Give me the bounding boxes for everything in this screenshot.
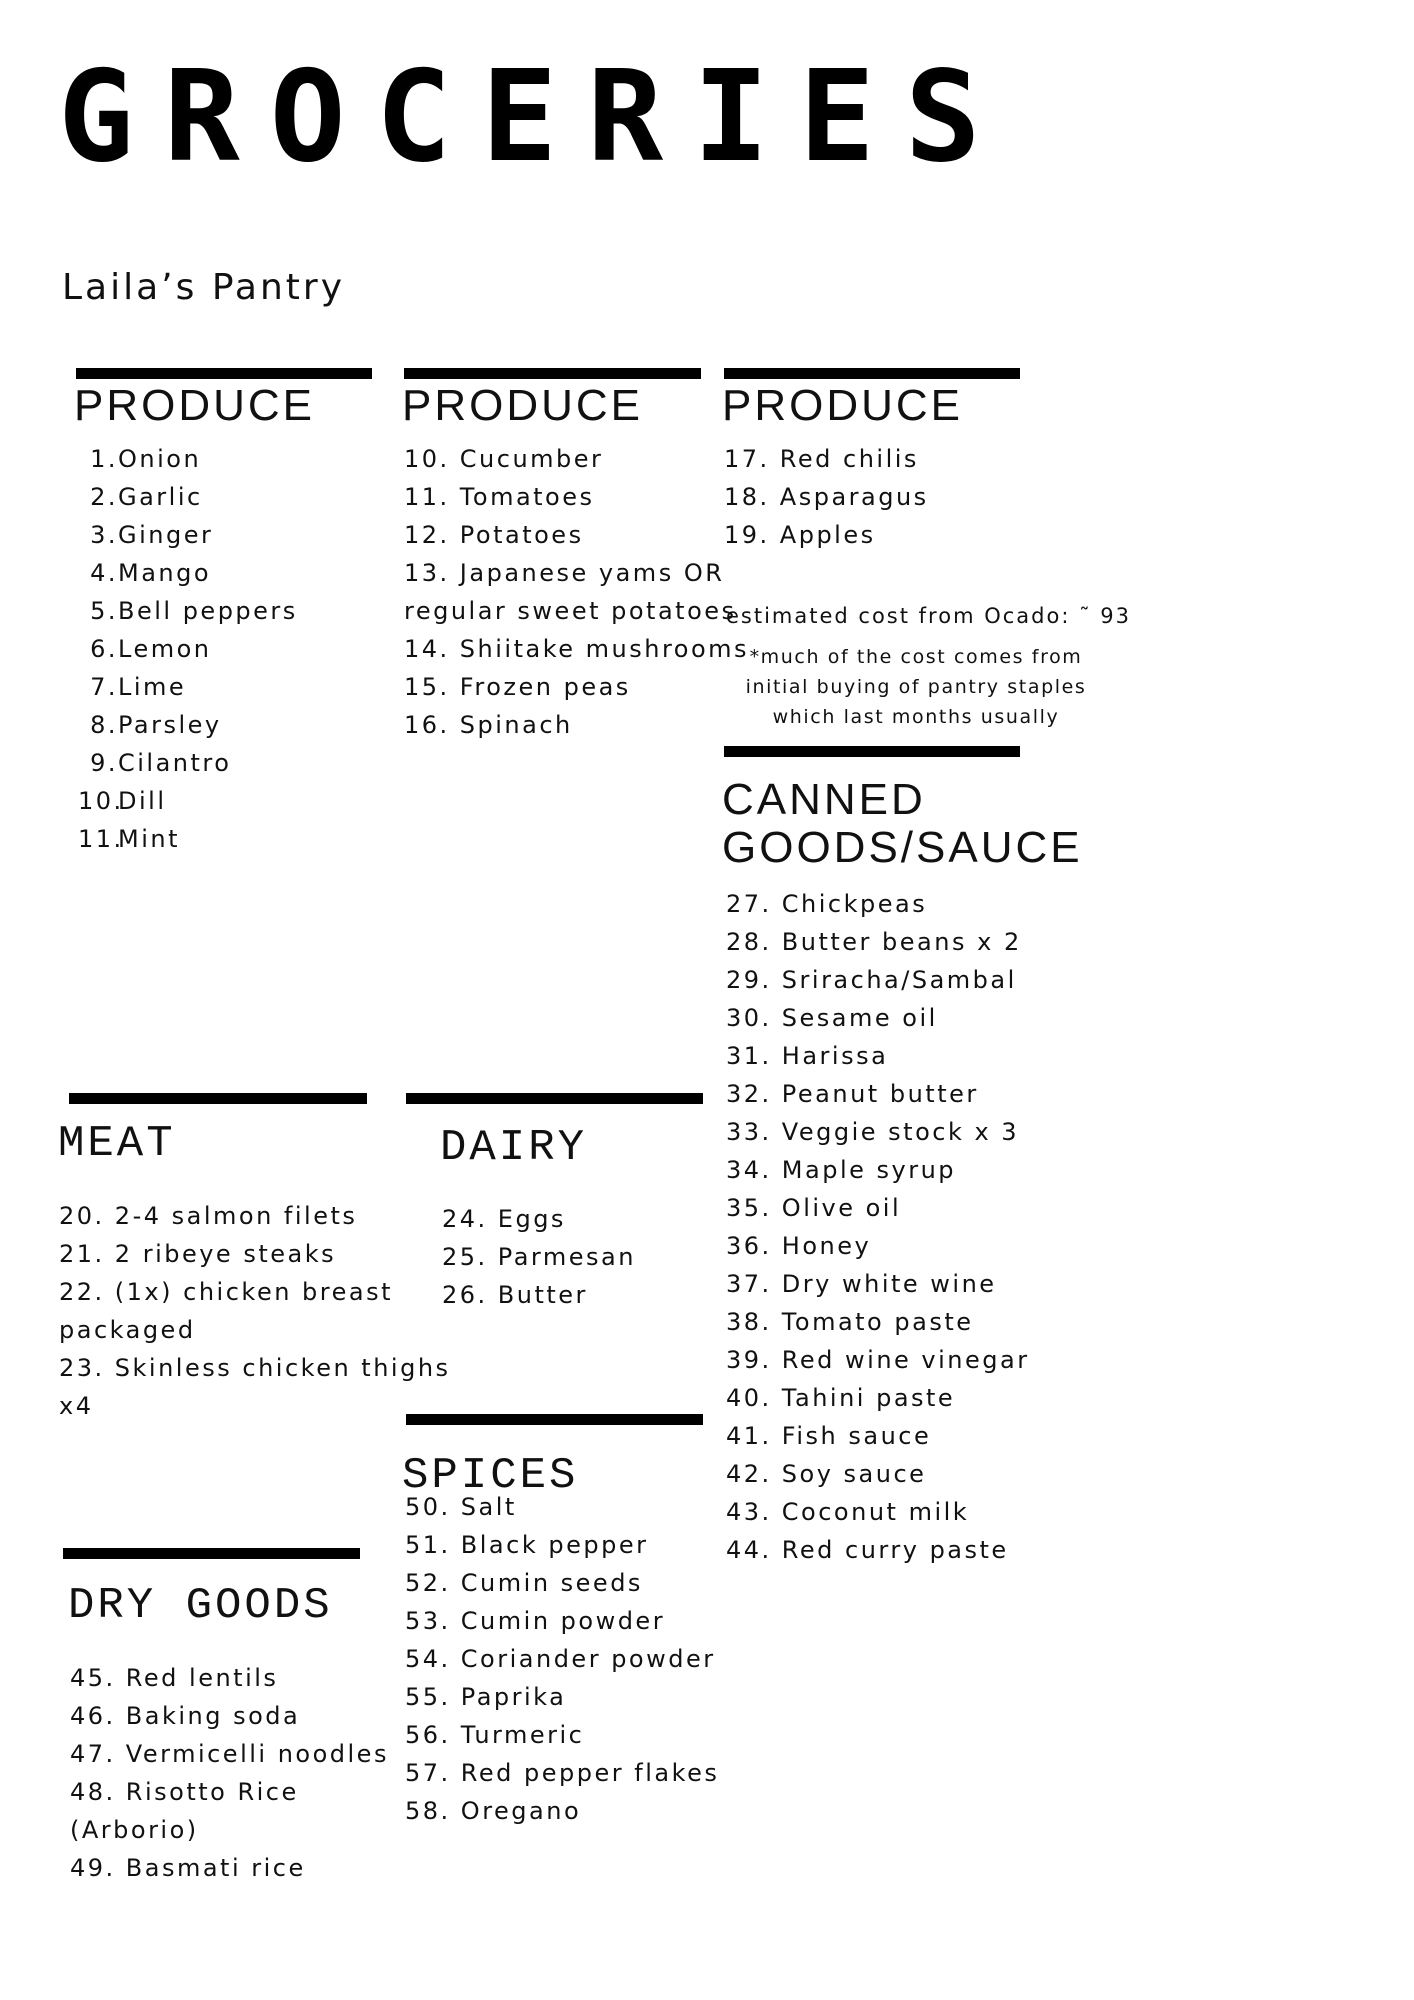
section-heading-meat: MEAT [58,1119,176,1169]
list-item-continuation: packaged [59,1316,196,1344]
list-item: 57. Red pepper flakes [405,1759,720,1787]
list-item: 12. Potatoes [404,521,584,549]
list-item: 1.Onion [90,445,202,473]
list-item: 40. Tahini paste [726,1384,956,1412]
list-item: 21. 2 ribeye steaks [59,1240,337,1268]
list-item: 58. Oregano [405,1797,582,1825]
section-heading-spices: SPICES [402,1451,579,1501]
section-heading-canned: CANNED GOODS/SAUCE [722,775,1083,872]
section-heading-produce: PRODUCE [402,381,644,430]
list-item: 52. Cumin seeds [405,1569,643,1597]
list-item: 39. Red wine vinegar [726,1346,1030,1374]
produce-list-2 [404,440,749,744]
list-item: 26. Butter [442,1281,588,1309]
section-divider [724,746,1020,757]
list-item: 42. Soy sauce [726,1460,927,1488]
list-item: 16. Spinach [404,711,573,739]
list-item: 25. Parmesan [442,1243,636,1271]
list-item: 6.Lemon [90,635,212,663]
list-item: 43. Coconut milk [726,1498,970,1526]
section-heading-produce: PRODUCE [722,381,964,430]
list-item: 4.Mango [90,559,212,587]
list-item: 55. Paprika [405,1683,567,1711]
produce-list-3 [724,440,929,554]
list-item: 50. Salt [405,1493,517,1521]
list-item: 47. Vermicelli noodles [70,1740,389,1768]
canned-list [726,885,1030,1569]
list-item: 38. Tomato paste [726,1308,974,1336]
list-item: 29. Sriracha/Sambal [726,966,1017,994]
list-item: 28. Butter beans x 2 [726,928,1022,956]
dairy-list [442,1200,636,1314]
list-item: 10. Cucumber [404,445,604,473]
list-item: 17. Red chilis [724,445,919,473]
list-item: 30. Sesame oil [726,1004,938,1032]
list-item: 33. Veggie stock x 3 [726,1118,1020,1146]
list-item: 41. Fish sauce [726,1422,932,1450]
list-item: 54. Coriander powder [405,1645,716,1673]
list-item: 35. Olive oil [726,1194,902,1222]
list-item: 22. (1x) chicken breast [59,1278,394,1306]
section-divider [76,368,372,379]
list-item: 14. Shiitake mushrooms [404,635,750,663]
list-item: 5.Bell peppers [90,597,298,625]
list-item: 45. Red lentils [70,1664,279,1692]
list-item: 48. Risotto Rice [70,1778,299,1806]
list-item: 10.Dill [78,787,167,815]
list-item: 51. Black pepper [405,1531,649,1559]
section-heading-dry-goods: DRY GOODS [68,1581,333,1631]
list-item: 3.Ginger [90,521,214,549]
list-item: 24. Eggs [442,1205,566,1233]
list-item-continuation: (Arborio) [70,1816,199,1844]
list-item: 31. Harissa [726,1042,889,1070]
list-item: 34. Maple syrup [726,1156,957,1184]
section-divider [406,1414,703,1425]
list-item: 37. Dry white wine [726,1270,997,1298]
dry-goods-list [70,1659,389,1887]
meat-list [59,1197,451,1425]
list-item: 19. Apples [724,521,876,549]
list-item: 18. Asparagus [724,483,929,511]
section-heading-produce: PRODUCE [74,381,316,430]
list-item: 13. Japanese yams OR [404,559,725,587]
list-item: 56. Turmeric [405,1721,585,1749]
page-subtitle: Laila’s Pantry [62,267,346,308]
list-item: 11. Tomatoes [404,483,595,511]
cost-estimate: estimated cost from Ocado: ˜ 93 [726,604,1131,628]
section-divider [63,1548,360,1559]
section-divider [406,1093,703,1104]
list-item: 53. Cumin powder [405,1607,666,1635]
list-item: 32. Peanut butter [726,1080,979,1108]
list-item: 27. Chickpeas [726,890,928,918]
list-item: 9.Cilantro [90,749,232,777]
list-item: 11.Mint [78,825,180,853]
list-item-continuation: x4 [59,1392,94,1420]
list-item: 8.Parsley [90,711,222,739]
produce-list-1 [78,440,298,858]
section-divider [404,368,701,379]
list-item: 49. Basmati rice [70,1854,306,1882]
list-item: 23. Skinless chicken thighs [59,1354,451,1382]
list-item: 20. 2-4 salmon filets [59,1202,358,1230]
section-divider [69,1093,367,1104]
list-item-continuation: regular sweet potatoes [404,597,737,625]
section-divider [724,368,1020,379]
list-item: 2.Garlic [90,483,203,511]
list-item: 36. Honey [726,1232,872,1260]
list-item: 15. Frozen peas [404,673,631,701]
cost-footnote: *much of the cost comes from initial buying of pantry staples which last months usually [745,646,1087,728]
list-item: 44. Red curry paste [726,1536,1009,1564]
list-item: 46. Baking soda [70,1702,301,1730]
spices-list [405,1488,719,1830]
page-title: GROCERIES [58,43,1011,190]
section-heading-dairy: DAIRY [440,1123,588,1173]
list-item: 7.Lime [90,673,187,701]
